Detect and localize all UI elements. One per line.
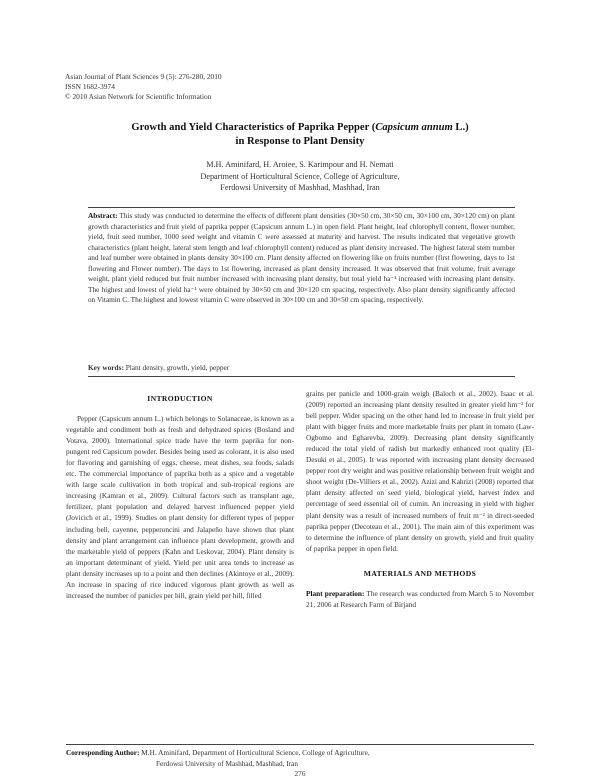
author-affiliation-1: Department of Horticultural Science, College of Agriculture, (200, 171, 400, 181)
title-line-1-start: Growth and Yield Characteristics of Paprika Pepper ( (131, 122, 376, 133)
abstract-label: Abstract: (88, 211, 118, 220)
author-affiliation-2: Ferdowsi University of Mashhad, Mashhad, Iran (220, 183, 380, 192)
introduction-paragraph: Pepper (Capsicum annum L.) which belongs to Solanaceae, is known as a vegetable and condiment both as fresh and dehydrated spices (Bosland and Votava, 2000). International spice trade have the term paprika for non-pungent red Capsicum powder. Besides being used as colorant, it is also used for flavoring and garnishing of eggs, cheese, meat dishes, sea foods, salads etc. The commercial importance of paprika both as a spice and a vegetable with large scale cultivation in both tropical and sub-tropical regions are increasing (Kamran et al., 2009). Cultural factors such as transplant age, fertilizer, plant population and delayed harvest influenced pepper yield (Jovicich et al., 1999). Studies on plant density for different types of pepper including bell, cayenne, pepperoncini and Jalapeño have shown that plant density and plant arrangement can influence plant development, growth and the marketable yield of peppers (Kahn and Leskovar, 2004). Plant density is an important determinant of yield. Yield per unit area tends to increase as plant density increases up to a point and then declines (Akintoye et al., 2009). An increase in spacing of rice induced vigorous plant growth as well as increased the number of panicles per hill, grain yield per hill, filled (66, 414, 294, 600)
introduction-heading: INTRODUCTION (147, 394, 213, 403)
journal-copyright: © 2010 Asian Network for Scientific Information (65, 92, 212, 102)
journal-issn: ISSN 1682-3974 (65, 82, 115, 92)
methods-heading: MATERIALS AND METHODS (363, 568, 477, 578)
corresponding-author-line-1 (66, 748, 370, 759)
title-species-name: Capsicum annum (375, 122, 453, 133)
keywords-bottom-rule (88, 376, 515, 377)
title-line-1 (40, 121, 560, 135)
keywords (88, 363, 515, 374)
keywords-label: Key words: (88, 363, 124, 372)
corresponding-author-details: M.H. Aminifard, Department of Horticultural Science, College of Agriculture, (139, 748, 370, 757)
journal-citation: Asian Journal of Plant Sciences 9 (5): 276-280, 2010 (65, 72, 222, 81)
right-column (306, 388, 534, 610)
introduction-continued: grains per panicle and 1000-grain weigh (Baloch et al., 2002). Isaac et al. (2009) reported an increasing plant density resulted in greater yield hm⁻² for bell pepper. Wider spacing on the other hand led to increase in fruit yield per plant with bigger fruits and more marketable fruits per plant in tomato (Law-Ogbomo and Egharevba, 2009). Decreasing plant density significantly reduced the total yield of radish but markedly enhanced root quality (El-Desuki et al., 2005). It was reported with increasing plant density decreased pepper root dry weight and was positive relationship between fruit weight and shoot weight (De-Villiers et al., 2002). Azizi and Kahrizi (2008) reported that plant density affected on seed yield, biological yield, harvest index and percentage of seed essential oil of cumin. An increasing in yield with higher plant density was a result of increased numbers of fruit m⁻² in direct-seeded paprika pepper (Decoteau et al., 2001). The main aim of this experiment was to determine the influence of plant density on growth, yield and fruit quality of paprika pepper in open field. (306, 389, 534, 553)
title-line-1-end: L.) (452, 122, 469, 133)
author-names: M.H. Aminifard, H. Aroiee, S. Karimpour and H. Nemati (206, 160, 394, 169)
keywords-text: Plant density, growth, yield, pepper (123, 363, 230, 372)
left-column (66, 388, 294, 601)
plant-preparation-label: Plant preparation: (306, 588, 365, 598)
plant-preparation-paragraph (306, 588, 534, 610)
paper-title (40, 121, 560, 149)
plant-preparation-text: The research was conducted from March 5 to November 21, 2006 at Research Farm of Birjand (306, 588, 534, 609)
author-block (40, 159, 560, 194)
page-number: 276 (294, 769, 306, 778)
corresponding-author-line-2: Ferdowsi University of Mashhad, Mashhad, Iran (156, 758, 299, 768)
corresponding-author-label: Corresponding Author: (66, 748, 140, 757)
abstract (88, 211, 515, 306)
abstract-text: This study was conducted to determine the effects of different plant densities (30×50 cm, 30×50 cm, 30×100 cm, 30×120 cm) on plant growth characteristics and fruit yield of paprika pepper (Capsicum annum L.) in open field. Plant height, leaf chlorophyll content, flower number, yield, fruit seed number, 1000 seed weight and vitamin C were assessed at maturity and harvest. The results indicated that vegetative growth characteristics (plant height, lateral stem length and leaf chlorophyll content) reduced as plant density increased. The highest lateral stem number and leaf number were obtained in plants density 30×100 cm. Plant density affected on flowering like on fruits number (first flowering, days to 1st flowering and Flower number). The days to 1st flowering, increased as plant density increased. It was observed that fruit volume, fruit average weight, plant yield reduced but fruit number increased with increasing plant density, but total yield ha⁻¹ increased with increasing plant density. The highest and lowest of yield ha⁻¹ were obtained by 30×50 cm and 30×120 cm spacing, respectively. Also plant density significantly affected on Vitamin C. The highest and lowest vitamin C were observed in 30×100 cm and 30×50 cm spacing, respectively. (88, 211, 515, 304)
footnote-rule (66, 744, 534, 745)
journal-header (65, 72, 222, 103)
corresponding-author (66, 748, 370, 769)
title-line-2: in Response to Plant Density (235, 136, 365, 147)
abstract-top-rule (88, 207, 515, 208)
